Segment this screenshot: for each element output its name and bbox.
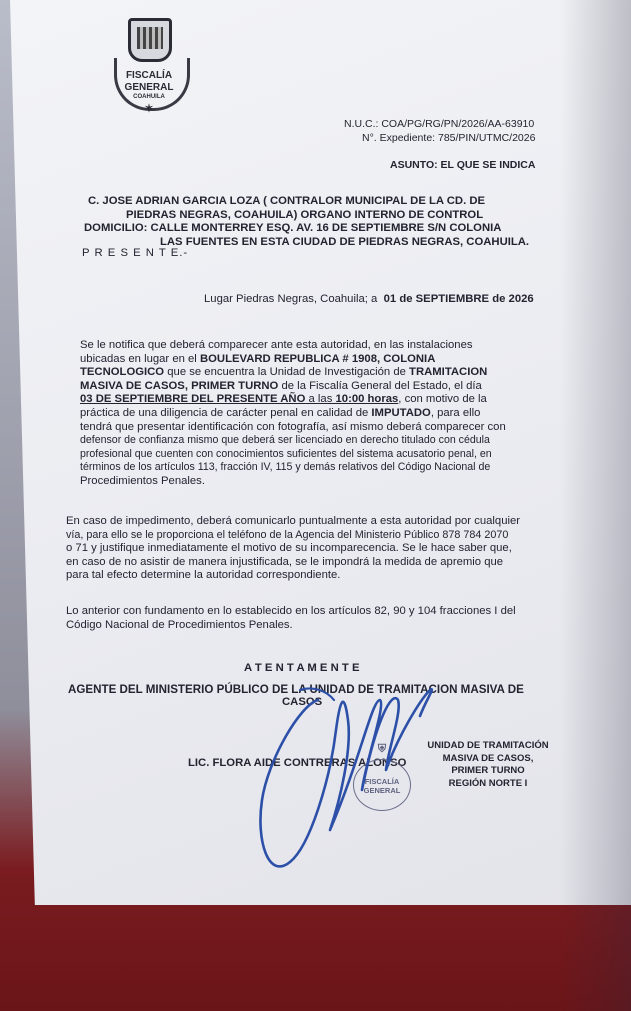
addressee-line3: DOMICILIO: CALLE MONTERREY ESQ. AV. 16 DE SEPTIEMBRE S/N COLONIA bbox=[84, 222, 502, 234]
coat-of-arms-icon bbox=[128, 18, 172, 62]
official-stamp bbox=[353, 745, 411, 809]
body-paragraph-1 bbox=[80, 339, 546, 489]
body1-line: 03 DE SEPTIEMBRE DEL PRESENTE AÑO a las 10:00 horas, con motivo de la bbox=[80, 393, 487, 406]
atentamente: A T E N T A M E N T E bbox=[244, 662, 360, 674]
body1-line: profesional que cuenten con conocimientos suficientes del sistema acusatorio penal, en bbox=[80, 447, 492, 460]
signer-name: LIC. FLORA AIDE CONTRERAS ALONSO bbox=[188, 757, 407, 769]
body3-line: Código Nacional de Procedimientos Penales. bbox=[66, 618, 293, 631]
signer-unit: UNIDAD DE TRAMITACIÓN MASIVA DE CASOS, PRIMER TURNO REGIÓN NORTE I bbox=[427, 740, 549, 789]
asunto: ASUNTO: EL QUE SE INDICA bbox=[390, 159, 536, 171]
stamp-line2: GENERAL bbox=[363, 786, 401, 795]
body2-line: vía, para ello se le proporciona el teléfono de la Agencia del Ministerio Público 878 784 2070 bbox=[66, 528, 509, 541]
date: 01 de SEPTIEMBRE de 2026 bbox=[383, 293, 534, 305]
fiscalia-logo bbox=[112, 18, 186, 114]
body1-line: práctica de una diligencia de carácter penal en calidad de IMPUTADO, para ello bbox=[80, 406, 481, 419]
body3-line: Lo anterior con fundamento en lo establecido en los artículos 82, 90 y 104 fracciones I del bbox=[66, 605, 516, 617]
logo-line2: GENERAL bbox=[124, 82, 174, 93]
page-shadow bbox=[560, 0, 631, 1011]
body1-line: ubicadas en lugar en el BOULEVARD REPUBLICA # 1908, COLONIA bbox=[80, 352, 436, 365]
body2-line: En caso de impedimento, deberá comunicarlo puntualmente a esta autoridad por cualquier bbox=[66, 515, 521, 527]
star-icon: ✶ bbox=[144, 103, 154, 115]
stamp-line1: FISCALÍA bbox=[364, 777, 400, 786]
presente: P R E S E N T E.- bbox=[82, 247, 189, 259]
body2-line: para tal efecto determine la autoridad correspondiente. bbox=[66, 569, 341, 582]
body1-line: términos de los artículos 113, fracción IV, 115 y demás relativos del Código Nacional de bbox=[80, 461, 491, 474]
place-date bbox=[204, 293, 534, 307]
body1-line: defensor de confianza mismo que deberá ser licenciado en derecho titulado con cédula bbox=[80, 434, 490, 447]
nuc: N.U.C.: COA/PG/RG/PN/2026/AA-63910 bbox=[344, 118, 535, 130]
addressee-line2: PIEDRAS NEGRAS, COAHUILA) ORGANO INTERNO DE CONTROL bbox=[126, 209, 484, 221]
body1-line: Procedimientos Penales. bbox=[80, 474, 205, 487]
agent-title-line1: AGENTE DEL MINISTERIO PÚBLICO DE LA UNIDAD DE TRAMITACION MASIVA DE bbox=[68, 683, 524, 696]
addressee-line1: C. JOSE ADRIAN GARCIA LOZA ( CONTRALOR MUNICIPAL DE LA CD. DE bbox=[88, 195, 486, 207]
addressee-line4: LAS FUENTES EN ESTA CIUDAD DE PIEDRAS NEGRAS, COAHUILA. bbox=[160, 236, 530, 248]
stamp-emblem-icon: ⛨ bbox=[377, 743, 387, 755]
body1-line: MASIVA DE CASOS, PRIMER TURNO de la Fiscalía General del Estado, el día bbox=[80, 379, 482, 392]
logo-line3: COAHUILA bbox=[133, 94, 165, 100]
expediente: N°. Expediente: 785/PIN/UTMC/2026 bbox=[362, 132, 536, 144]
body-paragraph-3 bbox=[66, 605, 556, 632]
body1-line: Se le notifica que deberá comparecer ante esta autoridad, en las instalaciones bbox=[80, 339, 473, 351]
body1-line: TECNOLOGICO que se encuentra la Unidad de Investigación de TRAMITACION bbox=[80, 366, 488, 379]
body2-line: en caso de no asistir de manera injustificada, se le impondrá la medida de apremio que bbox=[66, 555, 504, 568]
agent-title-line2: CASOS bbox=[282, 696, 323, 708]
body-paragraph-2 bbox=[66, 515, 556, 583]
body1-line: tendrá que presentar identificación con fotografía, así mismo deberá comparecer con bbox=[80, 420, 506, 433]
place-prefix: Lugar Piedras Negras, Coahuila; a bbox=[204, 293, 378, 305]
body2-line: o 71 y justifique inmediatamente el motivo de su incomparecencia. Se le hace saber que, bbox=[66, 542, 512, 555]
logo-line1: FISCALÍA bbox=[125, 70, 173, 81]
